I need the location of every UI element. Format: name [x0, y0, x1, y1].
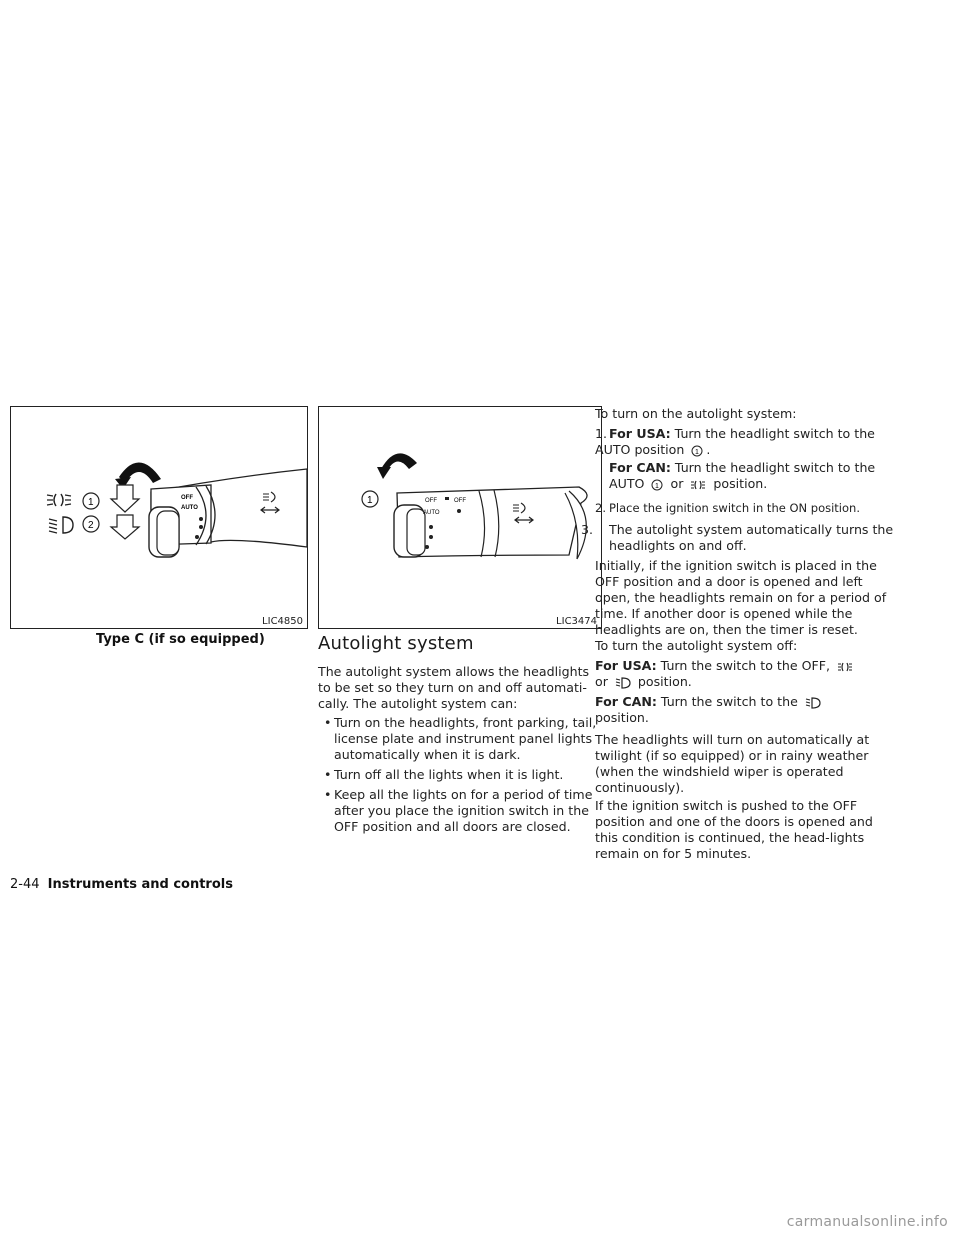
headlight-switch-illustration — [319, 407, 603, 630]
usa-text: Turn the headlight switch to the AUTO position — [595, 426, 875, 457]
svg-text:1: 1 — [695, 448, 700, 456]
page-footer — [10, 877, 233, 892]
callout-1-icon — [691, 445, 703, 457]
turn-off-heading: To turn the autolight system off: — [595, 638, 798, 653]
list-item: • Keep all the lights on for a period of time after you place the ignition switch in the OFF position and all doors are closed. — [318, 787, 602, 835]
section-title: Autolight system — [318, 633, 474, 654]
svg-text:1: 1 — [88, 497, 94, 508]
off-usa: For USA: Turn the switch to the OFF, or position. — [595, 658, 895, 690]
svg-text:2: 2 — [88, 520, 94, 531]
page-number: 2-44 — [10, 877, 40, 892]
callout-1-icon — [362, 491, 378, 507]
switch-label-off: OFF — [181, 495, 193, 501]
step-number: 1. — [595, 426, 608, 441]
can-text-b: position. — [713, 476, 768, 491]
headlight-beam-icon — [615, 677, 631, 689]
headlight-parking-icon — [690, 480, 706, 490]
list-item: • Turn on the headlights, front parking, tail, license plate and instrument panel lights automatically when it is dark. — [318, 715, 602, 763]
turn-on-heading: To turn on the autolight system: — [595, 406, 797, 421]
rotate-arrow-icon — [377, 453, 417, 479]
watermark: carmanualsonline.info — [786, 1214, 948, 1230]
feature-list — [318, 715, 602, 839]
step-2: 2. Place the ignition switch in the ON position. — [595, 501, 860, 515]
callout-1-icon — [651, 479, 663, 491]
headlight-beam-icon — [49, 517, 73, 533]
can-or: or — [670, 476, 684, 491]
headlight-switch-illustration-c — [11, 407, 309, 630]
usa-label: For USA: — [609, 426, 671, 441]
svg-text:1: 1 — [655, 482, 660, 490]
switch-label-off: OFF — [425, 498, 437, 504]
can-label: For CAN: — [609, 460, 671, 475]
headlight-parking-icon — [837, 662, 853, 672]
headlight-beam-icon — [805, 697, 821, 709]
switch-label-off-2: OFF — [454, 498, 466, 504]
figure-caption: Type C (if so equipped) — [96, 632, 265, 647]
off-can: For CAN: Turn the switch to the position. — [595, 694, 895, 726]
callout-1-icon — [83, 493, 99, 509]
para-pushed: If the ignition switch is pushed to the OFF position and one of the doors is opened and this condition is continued, the head-lights remain on for 5 minutes. — [595, 798, 873, 861]
switch-label-auto: AUTO — [423, 510, 440, 516]
switch-label-auto: AUTO — [181, 505, 198, 511]
headlight-parking-icon — [47, 494, 71, 506]
section-intro: The autolight system allows the headlights to be set so they turn on and off automati-cally. The autolight system can: — [318, 664, 590, 711]
list-item: • Turn off all the lights when it is light. — [318, 767, 602, 783]
down-arrow-icon — [111, 485, 139, 539]
footer-section: Instruments and controls — [47, 877, 233, 892]
figure-lic4850 — [10, 406, 308, 629]
para-initially: Initially, if the ignition switch is placed in the OFF position and a door is opened and left open, the headlights remain on for a period of time. If another door is opened while the headlights are on, then the timer is reset. — [595, 558, 887, 637]
svg-text:1: 1 — [367, 495, 373, 506]
step-1-can — [609, 460, 895, 492]
callout-2-icon — [83, 516, 99, 532]
figure-code: LIC3474 — [556, 616, 597, 627]
step-1: 1. For USA: Turn the headlight switch to the AUTO position 1 . — [595, 426, 875, 457]
can-text: Turn the headlight switch to the AUTO — [609, 460, 876, 491]
step-3: 3. The autolight system automatically turns the headlights on and off. — [581, 522, 894, 553]
para-twilight: The headlights will turn on automatically at twilight (if so equipped) or in rainy weather (when the windshield wiper is operated continuously). — [595, 732, 870, 795]
figure-lic3474 — [318, 406, 602, 629]
figure-code: LIC4850 — [262, 616, 303, 627]
